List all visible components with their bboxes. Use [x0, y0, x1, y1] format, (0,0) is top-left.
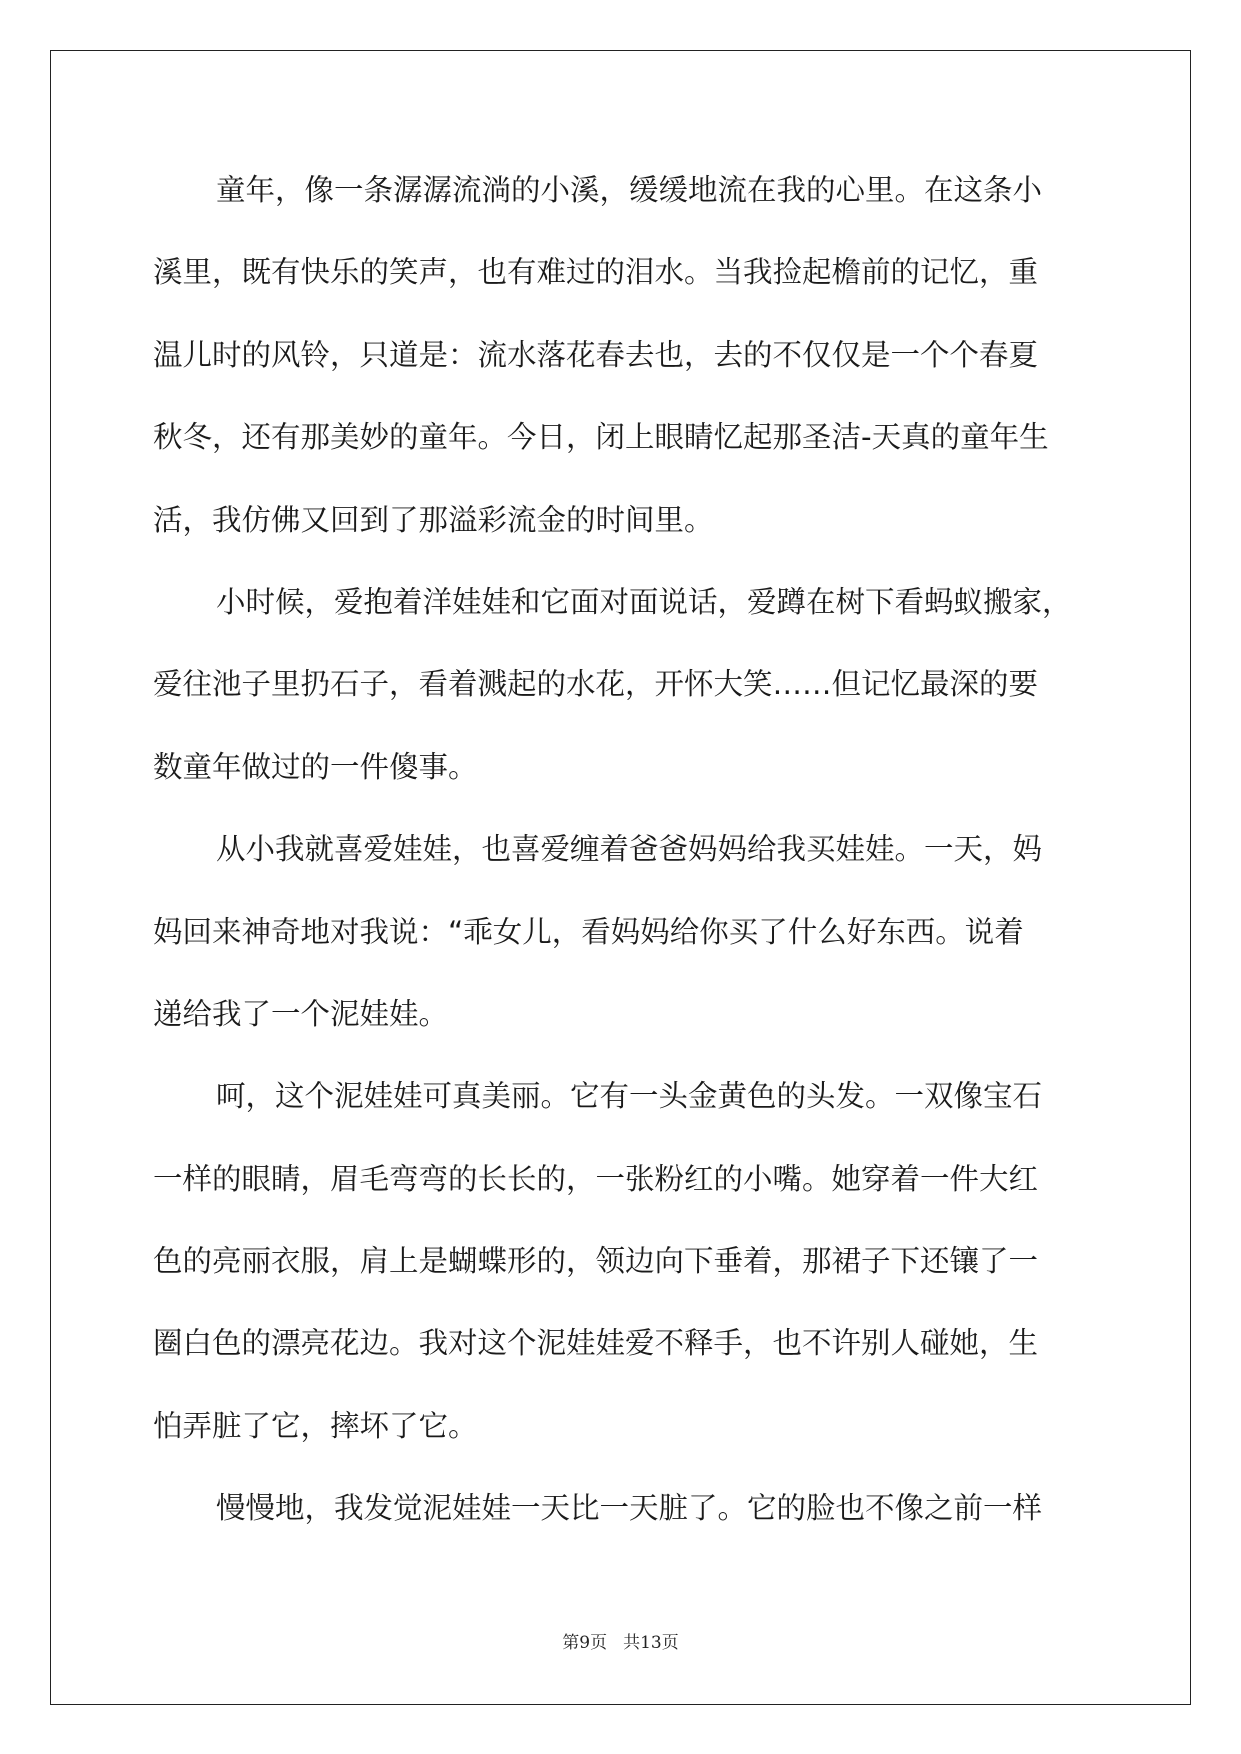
text-line: 一样的眼睛，眉毛弯弯的长长的，一张粉红的小嘴。她穿着一件大红: [153, 1161, 1039, 1196]
page-total: 共13页: [623, 1633, 679, 1653]
text-line: 递给我了一个泥娃娃。: [153, 996, 449, 1031]
text-line: 活，我仿佛又回到了那溢彩流金的时间里。: [153, 502, 714, 537]
text-line: 数童年做过的一件傻事。: [153, 749, 478, 784]
text-line: 秋冬，还有那美妙的童年。今日，闭上眼睛忆起那圣洁-天真的童年生: [153, 420, 1049, 455]
text-line: 爱往池子里扔石子，看着溅起的水花，开怀大笑……但记忆最深的要: [153, 667, 1039, 702]
page-number: 第9页: [562, 1633, 608, 1653]
text-line: 溪里，既有快乐的笑声，也有难过的泪水。当我捡起檐前的记忆，重: [153, 255, 1039, 290]
text-line: 温儿时的风铃，只道是：流水落花春去也，去的不仅仅是一个个春夏: [153, 337, 1039, 372]
text-line: 怕弄脏了它，摔坏了它。: [153, 1408, 478, 1443]
text-line: 童年，像一条潺潺流淌的小溪，缓缓地流在我的心里。在这条小: [216, 173, 1043, 207]
text-line: 从小我就喜爱娃娃，也喜爱缠着爸爸妈妈给我买娃娃。一天，妈: [216, 832, 1043, 867]
text-line: 妈回来神奇地对我说：“乖女儿，看妈妈给你买了什么好东西。说着: [153, 914, 1024, 949]
text-line: 色的亮丽衣服，肩上是蝴蝶形的，领边向下垂着，那裙子下还镶了一: [153, 1244, 1039, 1279]
page-footer: [0, 1628, 1241, 1653]
document-body: [153, 163, 1093, 1564]
text-line: 呵，这个泥娃娃可真美丽。它有一头金黄色的头发。一双像宝石: [216, 1079, 1043, 1114]
text-line: 小时候，爱抱着洋娃娃和它面对面说话，爱蹲在树下看蚂蚁搬家，: [216, 584, 1072, 619]
text-line: 慢慢地，我发觉泥娃娃一天比一天脏了。它的脸也不像之前一样: [216, 1491, 1043, 1526]
text-line: 圈白色的漂亮花边。我对这个泥娃娃爱不释手，也不许别人碰她，生: [153, 1326, 1039, 1361]
